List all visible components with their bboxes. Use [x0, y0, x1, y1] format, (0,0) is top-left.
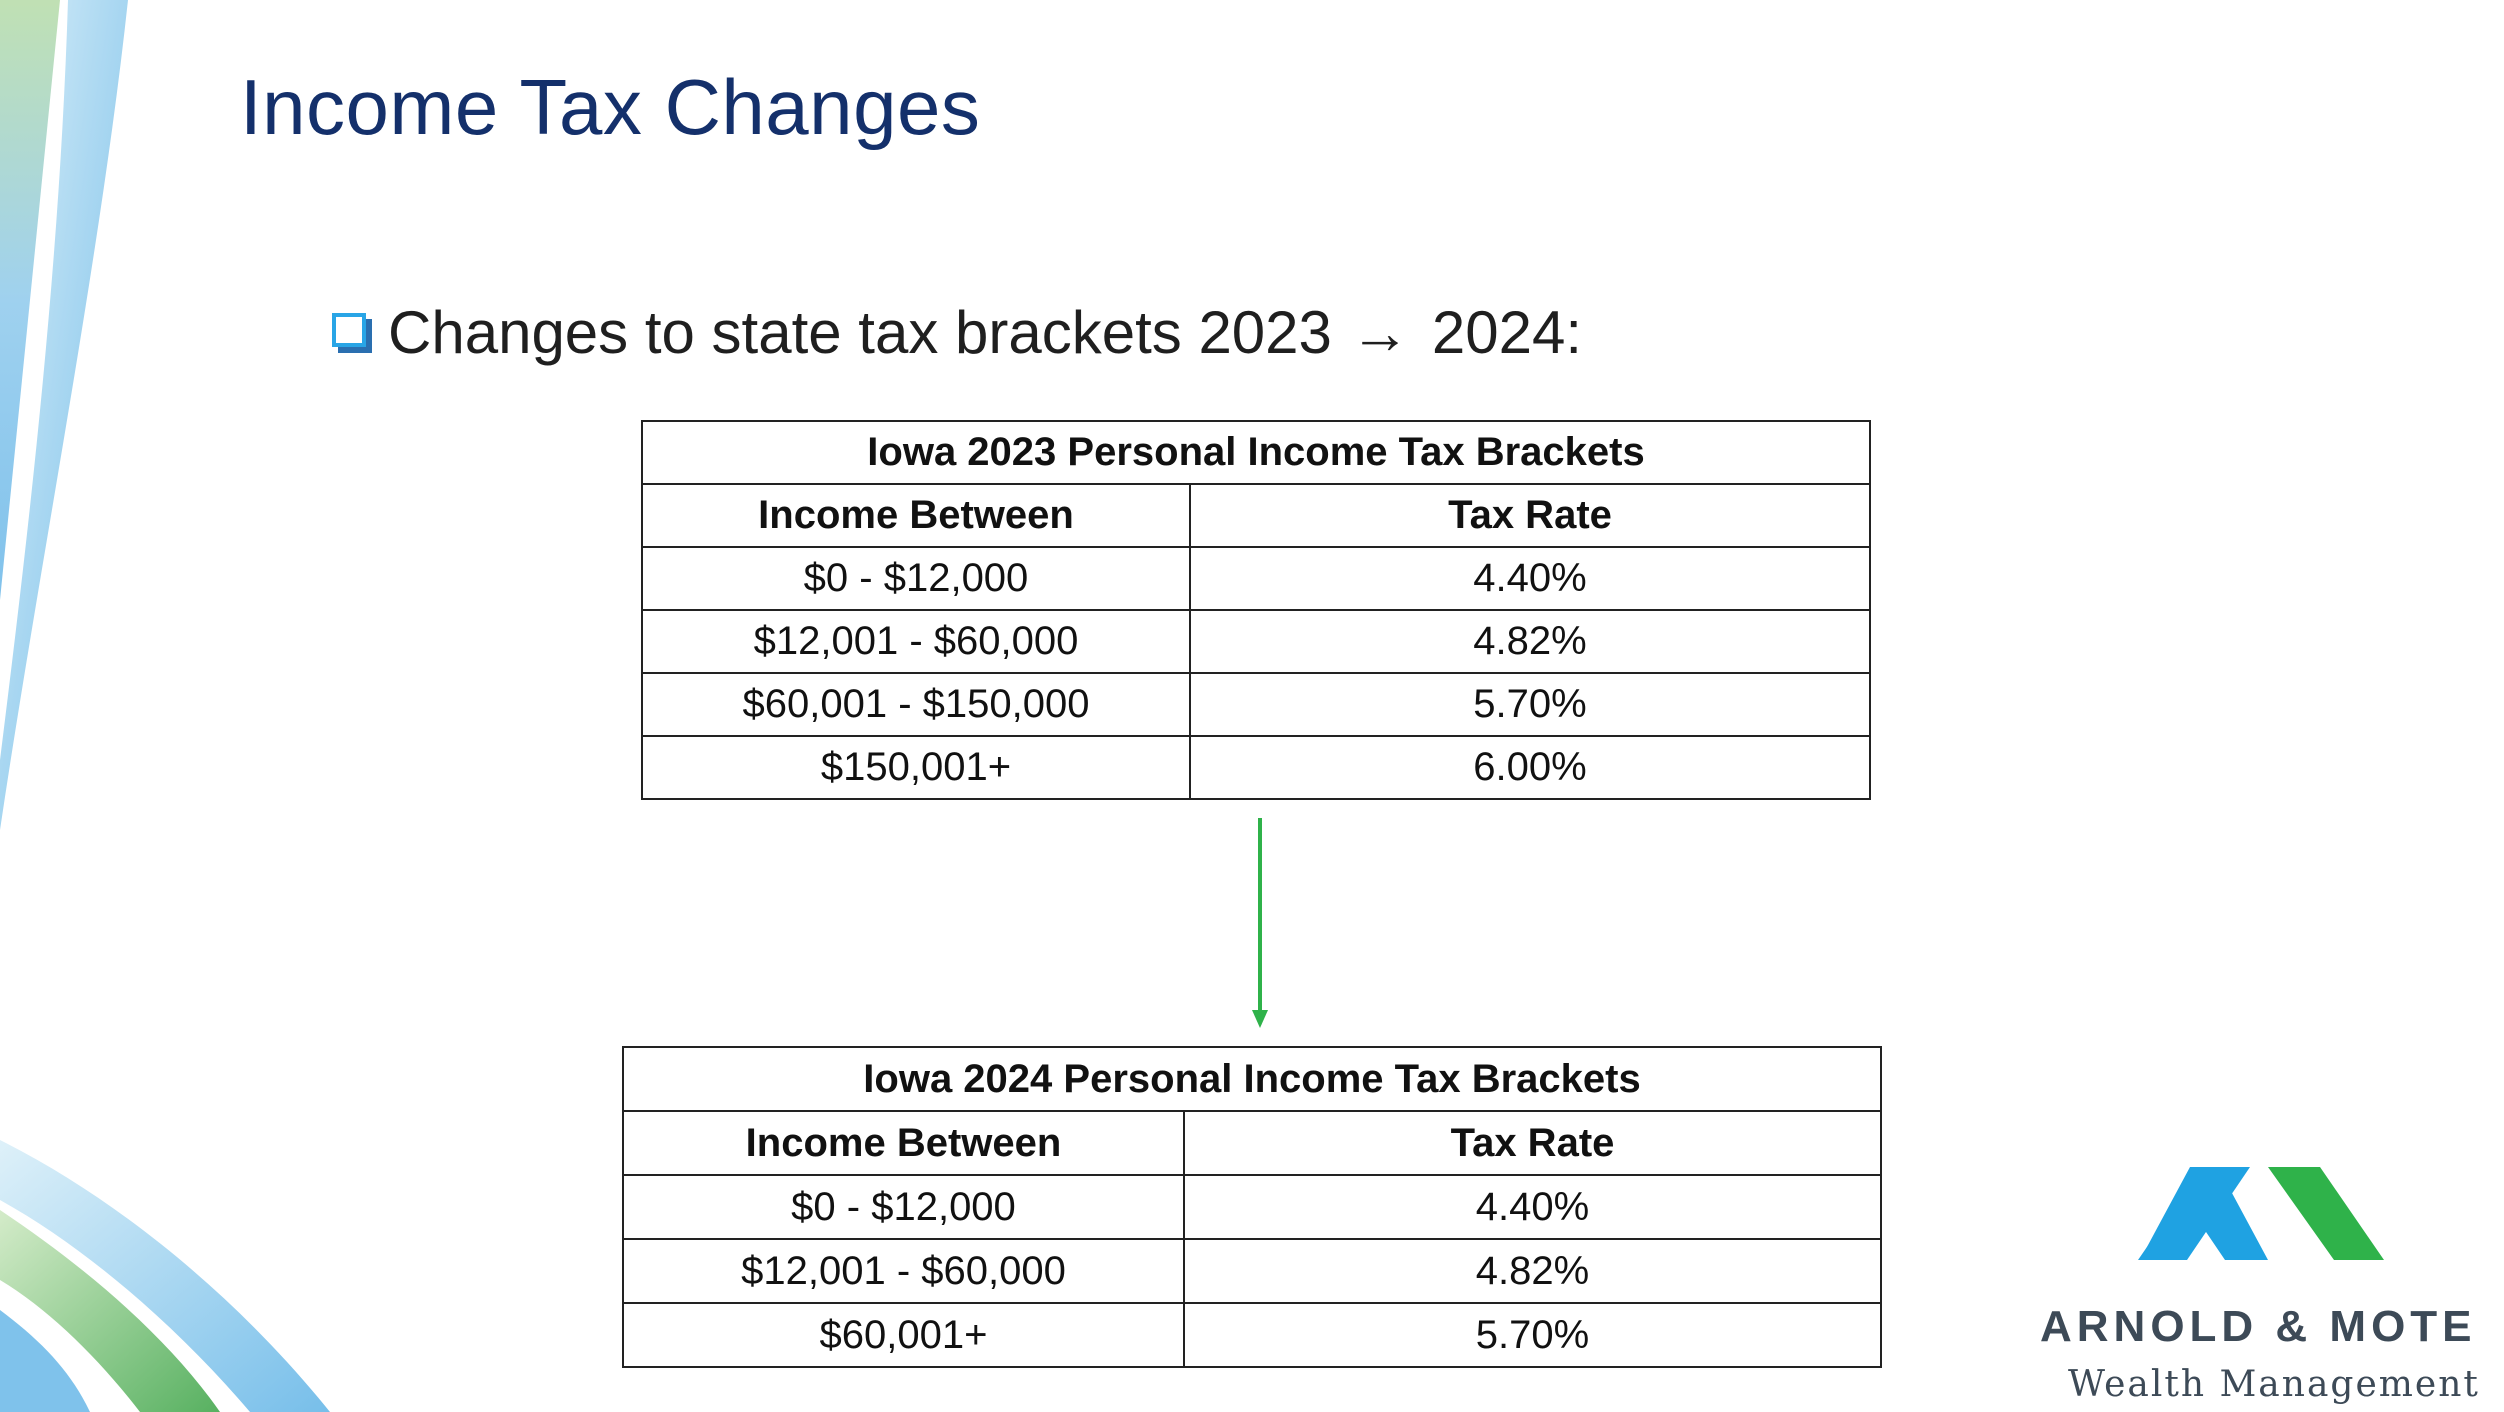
table-caption: Iowa 2024 Personal Income Tax Brackets [623, 1047, 1881, 1111]
tax-table-2023 [641, 420, 1871, 800]
table-row [642, 610, 1870, 673]
table-row [642, 736, 1870, 799]
table-caption: Iowa 2023 Personal Income Tax Brackets [642, 421, 1870, 484]
income-range-cell: $60,001+ [623, 1303, 1184, 1367]
income-range-cell: $60,001 - $150,000 [642, 673, 1190, 736]
checkbox-bullet-icon [332, 313, 366, 347]
table-row [623, 1175, 1881, 1239]
decorative-swoosh-left [0, 0, 360, 1412]
bullet-text-after: 2024: [1431, 299, 1583, 366]
income-range-cell: $12,001 - $60,000 [623, 1239, 1184, 1303]
table-row [623, 1239, 1881, 1303]
bullet-item [332, 298, 1582, 367]
tax-rate-cell: 4.40% [1190, 547, 1870, 610]
table-row [623, 1303, 1881, 1367]
column-header-rate: Tax Rate [1184, 1111, 1881, 1175]
bullet-text-before: Changes to state tax brackets 2023 [388, 299, 1332, 366]
income-range-cell: $0 - $12,000 [623, 1175, 1184, 1239]
table-row [642, 547, 1870, 610]
tax-rate-cell: 5.70% [1190, 673, 1870, 736]
tax-rate-cell: 5.70% [1184, 1303, 1881, 1367]
tax-table-2024 [622, 1046, 1882, 1368]
tax-rate-cell: 4.82% [1184, 1239, 1881, 1303]
income-range-cell: $12,001 - $60,000 [642, 610, 1190, 673]
slide-title: Income Tax Changes [240, 63, 981, 151]
income-range-cell: $0 - $12,000 [642, 547, 1190, 610]
income-range-cell: $150,001+ [642, 736, 1190, 799]
column-header-income: Income Between [623, 1111, 1184, 1175]
tax-rate-cell: 4.82% [1190, 610, 1870, 673]
logo-subtitle: Wealth Management [2068, 1364, 2480, 1405]
column-header-rate: Tax Rate [1190, 484, 1870, 547]
right-arrow-icon: → [1349, 299, 1410, 366]
down-arrow-connector [1245, 818, 1275, 1030]
tax-rate-cell: 4.40% [1184, 1175, 1881, 1239]
column-header-income: Income Between [642, 484, 1190, 547]
table-row [642, 673, 1870, 736]
logo-company-name: ARNOLD & MOTE [2040, 1302, 2477, 1351]
tax-rate-cell: 6.00% [1190, 736, 1870, 799]
